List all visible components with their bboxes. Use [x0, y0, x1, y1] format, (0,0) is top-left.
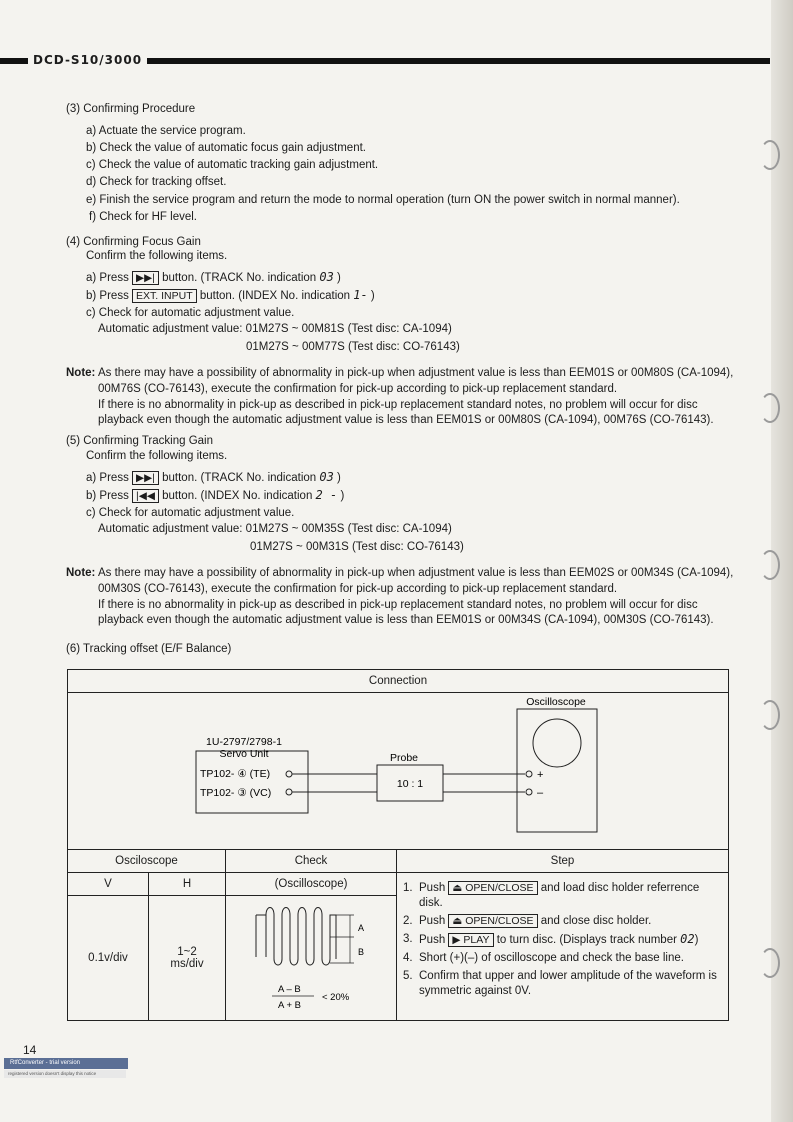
note1-line2: 00M76S (CO-76143), execute the confirmation for pick-up according to pick-up replacement standard. — [98, 383, 618, 395]
open-close-button: ⏏ OPEN/CLOSE — [448, 914, 537, 928]
h-header: H — [149, 873, 226, 896]
tracking-offset-table — [67, 669, 729, 1021]
step-prefix: Push — [419, 915, 446, 927]
h-value-line2: ms/div — [170, 958, 204, 970]
waveform-cell — [226, 896, 397, 1021]
section4-value-row — [98, 322, 452, 336]
value-label: Automatic adjustment value: — [98, 523, 243, 535]
label-b: B — [358, 947, 365, 957]
binder-ring — [760, 393, 780, 423]
check-sub-header: (Oscilloscope) — [226, 873, 397, 896]
step-prefix: b) Press — [86, 490, 129, 502]
page-number: 14 — [23, 1043, 37, 1057]
track-display: 03 — [319, 270, 334, 284]
step-prefix: b) Press — [86, 290, 129, 302]
value-range: 01M27S ~ 00M81S (Test disc: CA-1094) — [245, 323, 452, 335]
step-text: Confirm that upper and lower amplitude of the waveform is symmetric against 0V. — [419, 970, 717, 997]
step-text: to turn disc. (Displays track number — [496, 934, 677, 946]
steps-cell — [397, 873, 729, 1021]
probe-label: Probe — [389, 752, 419, 764]
section3-item: c) Check the value of automatic tracking gain adjustment. — [86, 159, 379, 171]
track-display: 02 — [680, 932, 695, 946]
track-display: 03 — [319, 470, 334, 484]
step-header: Step — [397, 850, 729, 873]
waveform-trace — [256, 908, 336, 966]
osc-header: Osciloscope — [68, 850, 226, 873]
note2-line2: 00M30S (CO-76143), execute the confirmation for pick-up according to pick-up replacement standard. — [98, 583, 618, 595]
note-label: Note: — [66, 567, 96, 579]
minus-sign: – — [537, 787, 544, 799]
note-text: As there may have a possibility of abnormality in pick-up when adjustment value is less than EEM01S or 00M80S (CA-1094), — [97, 367, 734, 379]
step-2 — [403, 914, 720, 929]
index-display: 1- — [353, 288, 368, 302]
binder-ring — [760, 948, 780, 978]
v-header: V — [68, 873, 149, 896]
section5-step-b — [86, 488, 344, 503]
paren: ) — [340, 490, 345, 502]
next-track-button: ▶▶| — [132, 271, 159, 285]
wiring-diagram — [68, 693, 728, 849]
section4-subtitle: Confirm the following items. — [86, 250, 228, 262]
note2-line4: playback even though the automatic adjustment value is less than EEM01S or 00M34S (CA-1094), 00M30S (CO-76143). — [98, 614, 714, 626]
section4-step-b — [86, 288, 375, 303]
note-label: Note: — [66, 367, 96, 379]
prev-track-button: |◀◀ — [132, 489, 159, 503]
note2-line3: If there is no abnormality in pick-up as described in pick-up replacement standard notes, no problem will occur for disc — [98, 599, 698, 611]
section3-title: (3) Confirming Procedure — [66, 103, 196, 115]
section5-title: (5) Confirming Tracking Gain — [66, 435, 213, 447]
step-prefix: Push — [419, 882, 446, 894]
note-text: As there may have a possibility of abnormality in pick-up when adjustment value is less than EEM02S or 00M34S (CA-1094), — [97, 567, 734, 579]
terminal-te — [286, 771, 292, 777]
step-text: button. (INDEX No. indication — [162, 490, 313, 502]
step-number: 3. — [403, 933, 413, 945]
step-text: button. (INDEX No. indication — [199, 290, 351, 302]
step-number: 2. — [403, 915, 413, 927]
terminal-minus — [526, 789, 532, 795]
next-track-button: ▶▶| — [132, 471, 159, 485]
section5-value-row — [98, 522, 452, 536]
section3-item: f) Check for HF level. — [89, 211, 197, 223]
step-1 — [403, 881, 720, 911]
step-prefix: Push — [419, 934, 446, 946]
check-header: Check — [226, 850, 397, 873]
terminal-plus — [526, 771, 532, 777]
section5-value-2: 01M27S ~ 00M31S (Test disc: CO-76143) — [250, 541, 464, 553]
step-number: 1. — [403, 882, 413, 894]
note1-line4: playback even though the automatic adjustment value is less than EEM01S or 00M80S (CA-1094), 00M76S (CO-76143). — [98, 414, 714, 426]
step-text: and load disc holder referrence disk. — [419, 882, 700, 909]
step-number: 4. — [403, 952, 413, 964]
section3-item: d) Check for tracking offset. — [86, 176, 227, 188]
probe-ratio: 10 : 1 — [396, 778, 424, 790]
tp-vc: TP102- ③ (VC) — [200, 787, 272, 799]
binder-ring — [760, 550, 780, 580]
section5-step-c: c) Check for automatic adjustment value. — [86, 507, 295, 519]
servo-unit-box — [196, 751, 308, 813]
value-label: Automatic adjustment value: — [98, 323, 243, 335]
model-name: DCD-S10/3000 — [28, 53, 147, 67]
step-3: 3. Push ▶ PLAY to turn disc. (Displays track number 02) — [403, 932, 699, 946]
paren: ) — [337, 272, 341, 284]
section4-step-c: c) Check for automatic adjustment value. — [86, 307, 295, 319]
servo-model: 1U-2797/2798-1 — [206, 736, 282, 748]
h-value-line1: 1~2 — [177, 946, 197, 958]
tp-te: TP102- ④ (TE) — [200, 768, 271, 780]
v-value: 0.1v/div — [68, 896, 149, 1021]
step-number: 5. — [403, 970, 413, 982]
paren: ) — [370, 290, 375, 302]
paren: ) — [337, 472, 341, 484]
binder-ring — [760, 140, 780, 170]
section5-subtitle: Confirm the following items. — [86, 450, 228, 462]
waveform-figure — [226, 897, 394, 1019]
section3-item: e) Finish the service program and return the mode to normal operation (turn ON the power switch in normal manner). — [86, 194, 680, 206]
formula-numerator: A – B — [278, 984, 301, 995]
connection-diagram — [68, 693, 729, 850]
index-display: 2 - — [315, 488, 338, 502]
binder-ring — [760, 700, 780, 730]
watermark-banner: RtfConverter - trial version — [4, 1058, 128, 1069]
open-close-button: ⏏ OPEN/CLOSE — [448, 881, 537, 895]
step-4 — [403, 951, 720, 966]
section6-title: (6) Tracking offset (E/F Balance) — [66, 643, 232, 655]
connection-header: Connection — [68, 670, 729, 693]
section5-step-a — [86, 470, 341, 485]
step-prefix: a) Press — [86, 272, 129, 284]
section3-item: b) Check the value of automatic focus gain adjustment. — [86, 142, 366, 154]
ext-input-button: EXT. INPUT — [132, 289, 197, 303]
formula-condition: < 20% — [322, 992, 350, 1003]
section3-item: a) Actuate the service program. — [86, 125, 246, 137]
step-5 — [403, 969, 720, 999]
oscilloscope-screen — [533, 719, 581, 767]
step-text: button. (TRACK No. indication — [162, 272, 317, 284]
watermark-notice: registered version doesn't display this notice — [4, 1070, 126, 1078]
step-text: and close disc holder. — [540, 915, 652, 927]
note1-line1 — [66, 366, 733, 380]
step-text: Short (+)(–) of oscilloscope and check the base line. — [419, 952, 684, 964]
h-value-cell — [149, 896, 226, 1021]
note1-line3: If there is no abnormality in pick-up as described in pick-up replacement standard notes, no problem will occur for disc — [98, 399, 698, 411]
section4-step-a — [86, 270, 341, 285]
step-prefix: a) Press — [86, 472, 129, 484]
label-a: A — [358, 923, 365, 933]
formula-denominator: A + B — [278, 1000, 301, 1011]
play-button: ▶ PLAY — [448, 933, 493, 947]
section4-value-2: 01M27S ~ 00M77S (Test disc: CO-76143) — [246, 341, 460, 353]
terminal-vc — [286, 789, 292, 795]
servo-label: Servo Unit — [219, 748, 269, 760]
step-text: button. (TRACK No. indication — [162, 472, 317, 484]
value-range: 01M27S ~ 00M35S (Test disc: CA-1094) — [245, 523, 452, 535]
section4-title: (4) Confirming Focus Gain — [66, 236, 201, 248]
note2-line1 — [66, 566, 733, 580]
oscilloscope-label: Oscilloscope — [526, 696, 586, 708]
plus-sign: + — [537, 769, 544, 781]
